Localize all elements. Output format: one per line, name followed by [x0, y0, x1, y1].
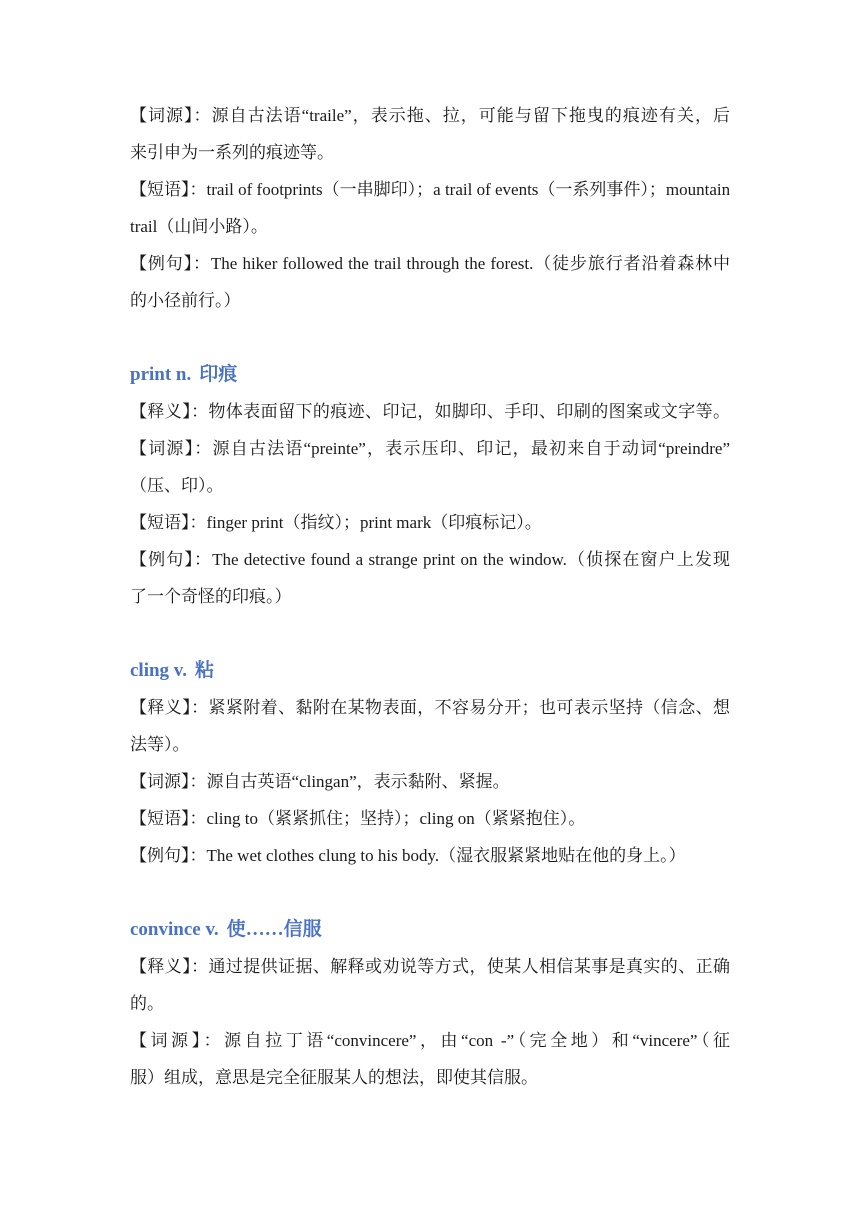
etymology-line: 【词源】：源自古法语“preinte”，表示压印、印记，最初来自于动词“preindre”: [130, 439, 730, 458]
headword-meaning: 粘: [195, 660, 215, 681]
etymology-line: 【词源】：源自古英语“clingan”，表示黏附、紧握。: [130, 772, 510, 791]
entry-heading: [130, 912, 730, 948]
headword: print n.: [130, 364, 192, 385]
example-line: 【例句】：The wet clothes clung to his body.（湿衣服紧紧地贴在他的身上。）: [130, 846, 686, 865]
entry-heading: [130, 357, 730, 393]
headword-meaning: 印痕: [199, 364, 238, 385]
etymology-line: 来引申为一系列的痕迹等。: [130, 143, 334, 162]
example-line: 【例句】：The detective found a strange print on the window.（侦探在窗户上发现: [130, 550, 730, 569]
etymology-line: 【词源】：源自拉丁语“convincere”，由“con -”（完全地）和“vincere”（征: [130, 1031, 730, 1050]
document-page: [130, 97, 730, 1096]
headword: cling v.: [130, 660, 188, 681]
definition-line: 的。: [130, 994, 164, 1013]
entry-print: [130, 357, 730, 615]
phrases-line: 【短语】：cling to（紧紧抓住；坚持）；cling on（紧紧抱住）。: [130, 809, 586, 828]
etymology-line: 【词源】：源自古法语“traile”，表示拖、拉，可能与留下拖曳的痕迹有关，后: [130, 106, 730, 125]
phrases-line: 【短语】：finger print（指纹）；print mark（印痕标记）。: [130, 513, 542, 532]
example-line: 的小径前行。）: [130, 291, 241, 310]
entry-trail: [130, 97, 730, 319]
headword: convince v.: [130, 919, 219, 940]
entry-convince: [130, 912, 730, 1096]
phrases-line: 【短语】：trail of footprints（一串脚印）；a trail of events（一系列事件）；mountain: [130, 180, 731, 199]
definition-line: 法等）。: [130, 735, 190, 754]
headword-meaning: 使……信服: [226, 919, 322, 940]
definition-line: 【释义】：物体表面留下的痕迹、印记，如脚印、手印、印刷的图案或文字等。: [130, 402, 730, 421]
example-line: 【例句】：The hiker followed the trail through the forest.（徒步旅行者沿着森林中: [130, 254, 730, 273]
etymology-line: （压、印）。: [130, 476, 224, 495]
phrases-line: trail（山间小路）。: [130, 217, 268, 236]
entry-cling: [130, 653, 730, 874]
example-line: 了一个奇怪的印痕。）: [130, 587, 292, 606]
definition-line: 【释义】：紧紧附着、黏附在某物表面，不容易分开；也可表示坚持（信念、想: [130, 698, 730, 717]
definition-line: 【释义】：通过提供证据、解释或劝说等方式，使某人相信某事是真实的、正确: [130, 957, 730, 976]
etymology-line: 服）组成，意思是完全征服某人的想法，即使其信服。: [130, 1068, 538, 1087]
entry-heading: [130, 653, 730, 689]
